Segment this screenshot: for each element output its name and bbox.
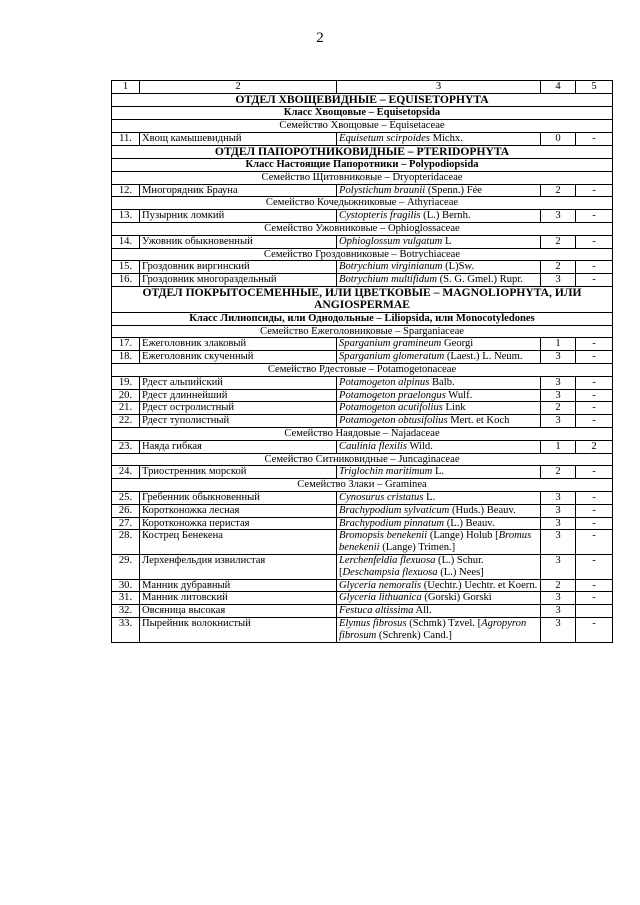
- category-col-4: 3: [541, 376, 576, 389]
- synonym-author: (Lange) Trimen.]: [379, 542, 456, 554]
- header-col-5: 5: [576, 81, 613, 94]
- family-heading-row: [112, 248, 613, 261]
- category-col-5: -: [576, 579, 613, 592]
- author-citation: (Laest.) L. Neum.: [444, 351, 523, 363]
- category-col-5: -: [576, 274, 613, 287]
- category-col-4: 3: [541, 389, 576, 402]
- page-number: 2: [316, 30, 324, 46]
- table-row: [112, 617, 613, 642]
- author-citation: (Spenn.) Fée: [425, 184, 482, 196]
- table-row: [112, 504, 613, 517]
- row-number: 14.: [112, 235, 140, 248]
- category-col-4: 2: [541, 466, 576, 479]
- family-heading-row: [112, 427, 613, 440]
- author-citation: (Lange) Holub [: [427, 530, 499, 542]
- author-citation: (Uechtr.) Uechtr. et Koern.: [421, 579, 538, 591]
- row-number: 25.: [112, 491, 140, 504]
- category-col-4: 3: [541, 274, 576, 287]
- latin-name: [337, 338, 541, 351]
- category-col-5: -: [576, 210, 613, 223]
- category-col-4: 3: [541, 554, 576, 579]
- latin-binomial: Potamogeton acutifolius: [339, 402, 443, 414]
- category-col-5: -: [576, 504, 613, 517]
- species-table: [111, 80, 613, 643]
- table-row: [112, 235, 613, 248]
- latin-binomial: Sparganium gramineum: [339, 338, 442, 350]
- latin-binomial: Festuca altissima: [339, 605, 414, 617]
- category-col-4: 2: [541, 184, 576, 197]
- row-number: 20.: [112, 389, 140, 402]
- class-heading-row: [112, 107, 613, 120]
- latin-binomial: Polystichum braunii: [339, 184, 426, 196]
- latin-binomial: Potamogeton obtusifolius: [339, 415, 448, 427]
- latin-binomial: Ophioglossum vulgatum: [339, 235, 443, 247]
- author-citation: L.: [423, 491, 436, 503]
- russian-name: Лерхенфельдия извилистая: [140, 554, 337, 579]
- russian-name: Гроздовник многораздельный: [140, 274, 337, 287]
- latin-name: [337, 210, 541, 223]
- latin-name: [337, 491, 541, 504]
- row-number: 29.: [112, 554, 140, 579]
- latin-name: [337, 184, 541, 197]
- table-row: [112, 351, 613, 364]
- latin-name: [337, 466, 541, 479]
- category-col-4: 1: [541, 440, 576, 453]
- latin-binomial: Glyceria lithuanica: [339, 592, 422, 604]
- author-citation: Wulf.: [445, 389, 473, 401]
- family-heading-row: [112, 325, 613, 338]
- family-heading-row: [112, 222, 613, 235]
- table-row: [112, 517, 613, 530]
- category-col-5: -: [576, 530, 613, 555]
- category-col-4: 3: [541, 592, 576, 605]
- division-heading: ОТДЕЛ ПОКРЫТОСЕМЕННЫЕ, ИЛИ ЦВЕТКОВЫЕ – MAGNOLIOPHYTA, ИЛИ ANGIOSPERMAE: [112, 286, 613, 312]
- family-heading: Семейство Гроздовниковые – Botrychiaceae: [112, 248, 613, 261]
- family-heading: Семейство Ужовниковые – Ophioglossaceae: [112, 222, 613, 235]
- author-citation: (Huds.) Beauv.: [449, 504, 516, 516]
- author-citation: Mert. et Koch: [447, 415, 510, 427]
- family-heading: Семейство Злаки – Graminea: [112, 479, 613, 492]
- latin-binomial: Triglochin maritimum: [339, 466, 433, 478]
- author-citation: (Schmk) Tzvel. [: [406, 617, 482, 629]
- russian-name: Пырейник волокнистый: [140, 617, 337, 642]
- latin-name: [337, 132, 541, 145]
- russian-name: Многорядник Брауна: [140, 184, 337, 197]
- row-number: 21.: [112, 402, 140, 415]
- author-citation: (L)Sw.: [442, 261, 475, 273]
- author-citation: Wild.: [406, 440, 433, 452]
- row-number: 19.: [112, 376, 140, 389]
- row-number: 24.: [112, 466, 140, 479]
- russian-name: Триостренник морской: [140, 466, 337, 479]
- author-citation: All.: [413, 605, 432, 617]
- author-citation: (L.) Beauv.: [444, 517, 495, 529]
- author-citation: (L.) Schur. [: [339, 554, 484, 578]
- latin-name: [337, 617, 541, 642]
- russian-name: Хвощ камышевидный: [140, 132, 337, 145]
- russian-name: Рдест остролистный: [140, 402, 337, 415]
- table-row: [112, 261, 613, 274]
- table-row: [112, 389, 613, 402]
- latin-binomial: Brachypodium sylvaticum: [339, 504, 450, 516]
- table-row: [112, 579, 613, 592]
- latin-synonym: Bromus benekenii: [339, 530, 532, 554]
- latin-name: [337, 402, 541, 415]
- category-col-5: -: [576, 466, 613, 479]
- row-number: 11.: [112, 132, 140, 145]
- category-col-4: 3: [541, 530, 576, 555]
- class-heading: Класс Хвощовые – Equisetopsida: [112, 107, 613, 120]
- author-citation: Michx.: [429, 132, 463, 144]
- table-row: [112, 466, 613, 479]
- category-col-4: 2: [541, 579, 576, 592]
- header-col-3: 3: [337, 81, 541, 94]
- row-number: 22.: [112, 415, 140, 428]
- row-number: 31.: [112, 592, 140, 605]
- class-heading: Класс Лилиопсиды, или Однодольные – Liliopsida, или Monocotyledones: [112, 312, 613, 325]
- family-heading-row: [112, 479, 613, 492]
- category-col-4: 1: [541, 338, 576, 351]
- latin-binomial: Bromopsis benekenii: [339, 530, 428, 542]
- russian-name: Овсяница высокая: [140, 605, 337, 618]
- family-heading: Семейство Кочедыжниковые – Athyriaceae: [112, 197, 613, 210]
- category-col-4: 3: [541, 351, 576, 364]
- category-col-5: -: [576, 517, 613, 530]
- row-number: 28.: [112, 530, 140, 555]
- category-col-5: -: [576, 491, 613, 504]
- table-row: [112, 376, 613, 389]
- latin-binomial: Botrychium virginianum: [339, 261, 443, 273]
- latin-binomial: Brachypodium pinnatum: [339, 517, 445, 529]
- category-col-5: -: [576, 261, 613, 274]
- latin-binomial: Sparganium glomeratum: [339, 351, 445, 363]
- row-number: 32.: [112, 605, 140, 618]
- latin-binomial: Botrychium multifidum: [339, 274, 437, 286]
- table-row: [112, 605, 613, 618]
- latin-name: [337, 554, 541, 579]
- category-col-4: 3: [541, 605, 576, 618]
- table-row: [112, 210, 613, 223]
- row-number: 13.: [112, 210, 140, 223]
- category-col-5: -: [576, 184, 613, 197]
- latin-name: [337, 592, 541, 605]
- row-number: 23.: [112, 440, 140, 453]
- latin-binomial: Glyceria nemoralis: [339, 579, 422, 591]
- russian-name: Рдест длиннейший: [140, 389, 337, 402]
- author-citation: L.: [432, 466, 445, 478]
- russian-name: Гребенник обыкновенный: [140, 491, 337, 504]
- family-heading-row: [112, 197, 613, 210]
- table-row: [112, 402, 613, 415]
- category-col-5: -: [576, 554, 613, 579]
- category-col-4: 3: [541, 491, 576, 504]
- category-col-4: 3: [541, 617, 576, 642]
- table-row: [112, 415, 613, 428]
- category-col-5: -: [576, 617, 613, 642]
- author-citation: (Gorski) Gorski: [421, 592, 492, 604]
- table-row: [112, 338, 613, 351]
- latin-name: [337, 440, 541, 453]
- author-citation: Link: [442, 402, 466, 414]
- category-col-5: -: [576, 592, 613, 605]
- latin-name: [337, 235, 541, 248]
- latin-name: [337, 415, 541, 428]
- author-citation: Balb.: [429, 376, 455, 388]
- russian-name: Рдест альпийский: [140, 376, 337, 389]
- family-heading-row: [112, 120, 613, 133]
- latin-binomial: Lerchenfeldia flexuosa: [339, 554, 436, 566]
- family-heading: Семейство Наядовые – Najadaceae: [112, 427, 613, 440]
- russian-name: Ежеголовник скученный: [140, 351, 337, 364]
- category-col-4: 3: [541, 210, 576, 223]
- category-col-5: -: [576, 415, 613, 428]
- family-heading: Семейство Ежеголовниковые – Sparganiaceae: [112, 325, 613, 338]
- latin-name: [337, 517, 541, 530]
- division-heading: ОТДЕЛ ХВОЩЕВИДНЫЕ – EQUISETOPHYTA: [112, 93, 613, 106]
- latin-binomial: Caulinia flexilis: [339, 440, 407, 452]
- author-citation: (L.) Bernh.: [420, 210, 471, 222]
- category-col-5: -: [576, 351, 613, 364]
- category-col-4: 2: [541, 402, 576, 415]
- latin-name: [337, 376, 541, 389]
- row-number: 12.: [112, 184, 140, 197]
- category-col-5: [576, 605, 613, 618]
- latin-name: [337, 274, 541, 287]
- category-col-4: 0: [541, 132, 576, 145]
- table-header-row: [112, 81, 613, 94]
- russian-name: Гроздовник виргинский: [140, 261, 337, 274]
- category-col-5: -: [576, 235, 613, 248]
- family-heading-row: [112, 171, 613, 184]
- row-number: 26.: [112, 504, 140, 517]
- class-heading-row: [112, 159, 613, 172]
- category-col-5: -: [576, 402, 613, 415]
- category-col-4: 2: [541, 235, 576, 248]
- family-heading-row: [112, 453, 613, 466]
- latin-binomial: Potamogeton praelongus: [339, 389, 446, 401]
- division-heading-row: [112, 145, 613, 158]
- category-col-5: -: [576, 132, 613, 145]
- latin-binomial: Equisetum scirpoides: [339, 132, 430, 144]
- table-row: [112, 554, 613, 579]
- family-heading: Семейство Хвощовые – Equisetaceae: [112, 120, 613, 133]
- latin-binomial: Elymus fibrosus: [339, 617, 407, 629]
- synonym-author: (L.) Nees]: [437, 566, 484, 578]
- russian-name: Рдест туполистный: [140, 415, 337, 428]
- family-heading: Семейство Рдестовые – Potamogetonaceae: [112, 363, 613, 376]
- division-heading: ОТДЕЛ ПАПОРОТНИКОВИДНЫЕ – PTERIDOPHYTA: [112, 145, 613, 158]
- class-heading-row: [112, 312, 613, 325]
- latin-binomial: Cystopteris fragilis: [339, 210, 421, 222]
- category-col-5: -: [576, 376, 613, 389]
- russian-name: Коротконожка перистая: [140, 517, 337, 530]
- family-heading: Семейство Ситниковидные – Juncaginaceae: [112, 453, 613, 466]
- row-number: 17.: [112, 338, 140, 351]
- category-col-5: 2: [576, 440, 613, 453]
- row-number: 27.: [112, 517, 140, 530]
- table-row: [112, 530, 613, 555]
- row-number: 15.: [112, 261, 140, 274]
- row-number: 18.: [112, 351, 140, 364]
- latin-synonym: Deschampsia flexuosa: [342, 566, 438, 578]
- family-heading: Семейство Щитовниковые – Dryopteridaceae: [112, 171, 613, 184]
- header-col-4: 4: [541, 81, 576, 94]
- latin-name: [337, 579, 541, 592]
- category-col-4: 3: [541, 504, 576, 517]
- russian-name: Ежеголовник злаковый: [140, 338, 337, 351]
- russian-name: Наяда гибкая: [140, 440, 337, 453]
- russian-name: Манник дубравный: [140, 579, 337, 592]
- header-col-2: 2: [140, 81, 337, 94]
- author-citation: L: [442, 235, 452, 247]
- latin-name: [337, 351, 541, 364]
- row-number: 30.: [112, 579, 140, 592]
- table-row: [112, 592, 613, 605]
- table-row: [112, 491, 613, 504]
- russian-name: Манник литовский: [140, 592, 337, 605]
- russian-name: Ужовник обыкновенный: [140, 235, 337, 248]
- category-col-5: -: [576, 338, 613, 351]
- latin-name: [337, 389, 541, 402]
- table-row: [112, 440, 613, 453]
- division-heading-row: [112, 286, 613, 312]
- latin-name: [337, 530, 541, 555]
- russian-name: Коротконожка лесная: [140, 504, 337, 517]
- family-heading-row: [112, 363, 613, 376]
- latin-binomial: Potamogeton alpinus: [339, 376, 430, 388]
- table-row: [112, 274, 613, 287]
- russian-name: Пузырник ломкий: [140, 210, 337, 223]
- class-heading: Класс Настоящие Папоротники – Polypodiopsida: [112, 159, 613, 172]
- latin-name: [337, 504, 541, 517]
- latin-name: [337, 605, 541, 618]
- header-col-1: 1: [112, 81, 140, 94]
- category-col-4: 2: [541, 261, 576, 274]
- table-row: [112, 132, 613, 145]
- synonym-author: (Schrenk) Cand.]: [376, 629, 452, 641]
- category-col-4: 3: [541, 415, 576, 428]
- author-citation: Georgi: [441, 338, 474, 350]
- latin-binomial: Cynosurus cristatus: [339, 491, 424, 503]
- author-citation: (S. G. Gmel.) Rupr.: [436, 274, 523, 286]
- table-row: [112, 184, 613, 197]
- row-number: 16.: [112, 274, 140, 287]
- category-col-5: -: [576, 389, 613, 402]
- russian-name: Кострец Бенекена: [140, 530, 337, 555]
- row-number: 33.: [112, 617, 140, 642]
- division-heading-row: [112, 93, 613, 106]
- category-col-4: 3: [541, 517, 576, 530]
- latin-name: [337, 261, 541, 274]
- latin-synonym: Agropyron fibrosum: [339, 617, 527, 641]
